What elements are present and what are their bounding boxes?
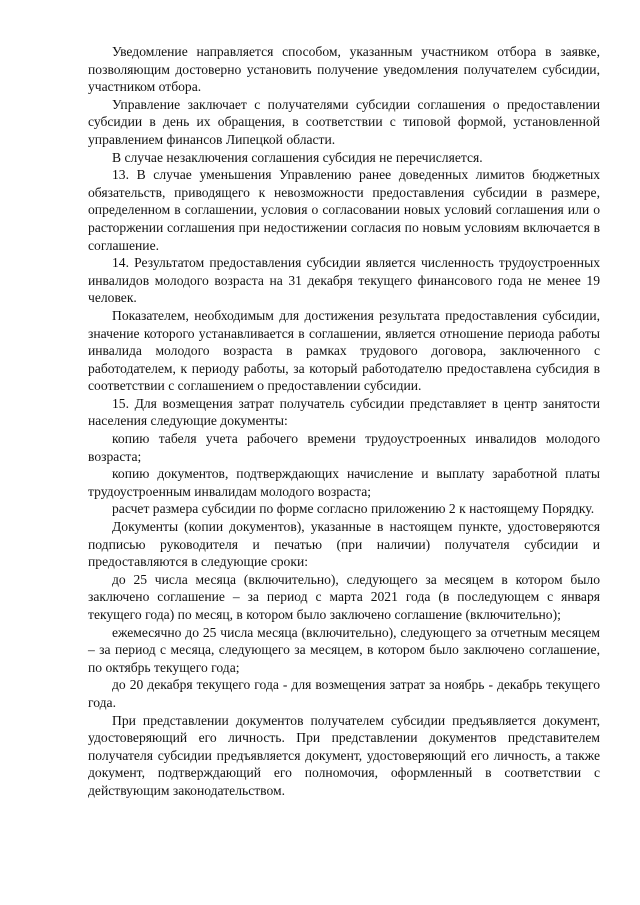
paragraph-agreement-conclusion: Управление заключает с получателями субсидии соглашения о предоставлении субсидии в день их обращения, в соответствии с типовой формой, установленной управлением финансов Липецкой области. [88,96,600,147]
list-item-timesheet-copy: копию табеля учета рабочего времени трудоустроенных инвалидов молодого возраста; [88,431,600,464]
paragraph-item-15: 15. Для возмещения затрат получатель субсидии представляет в центр занятости населения следующие документы: [88,395,600,429]
paragraph-no-agreement: В случае незаключения соглашения субсидия не перечисляется. [112,149,483,165]
paragraph-item-14: 14. Результатом предоставления субсидии является численность трудоустроенных инвалидов молодого возраста на 31 декабря текущего финансового года не менее 19 человек. [88,255,600,306]
paragraph-item-13: 13. В случае уменьшения Управлению ранее доведенных лимитов бюджетных обязательств, приводящего к невозможности предоставления субсидии в размере, определенном в соглашении, условия о согласовании новых условий соглашения или о расторжении соглашения при недостижении согласия по новым условиям включается в соглашение. [88,167,600,253]
paragraph-indicator: Показателем, необходимым для достижения результата предоставления субсидии, значение которого устанавливается в соглашении, является отношение периода работы инвалида молодого возраста в рамках трудового договора, заключенного с работодателем, к периоду работы, за который работодателю предоставлена субсидия в соответствии с соглашением о предоставлении субсидии. [88,307,600,394]
list-item-salary-documents: копию документов, подтверждающих начисление и выплату заработной платы трудоустроенным инвалидам молодого возраста; [88,466,600,499]
list-item-subsidy-calculation: расчет размера субсидии по форме согласно приложению 2 к настоящему Порядку. [112,501,595,517]
paragraph-identity-document: При представлении документов получателем субсидии предъявляется документ, удостоверяющий его личность. При представлении документов представителем получателя субсидии предъявляется документ, удостоверяющий его личность, а также документ, подтверждающий его полномочия, оформленный в соответствии с действующим законодательством. [88,712,600,798]
list-item-deadline-december: до 20 декабря текущего года - для возмещения затрат за ноябрь - декабрь текущего года. [88,677,600,710]
paragraph-document-certification: Документы (копии документов), указанные в настоящем пункте, удостоверяются подписью руководителя и печатью (при наличии) получателя субсидии и предоставляются в следующие сроки: [88,519,600,570]
paragraph-notification-method: Уведомление направляется способом, указанным участником отбора в заявке, позволяющим достоверно установить получение уведомления получателем субсидии, участником отбора. [88,44,600,95]
list-item-deadline-first: до 25 числа месяца (включительно), следующего за месяцем в котором было заключено соглашение – за период с марта 2021 года (в последующем с января текущего года) по месяц, в котором было заключено соглашение (включительно); [88,571,600,622]
list-item-deadline-monthly: ежемесячно до 25 числа месяца (включительно), следующего за отчетным месяцем – за период с месяца, следующего за месяцем, в котором было заключено соглашение, по октябрь текущего года; [88,624,600,675]
